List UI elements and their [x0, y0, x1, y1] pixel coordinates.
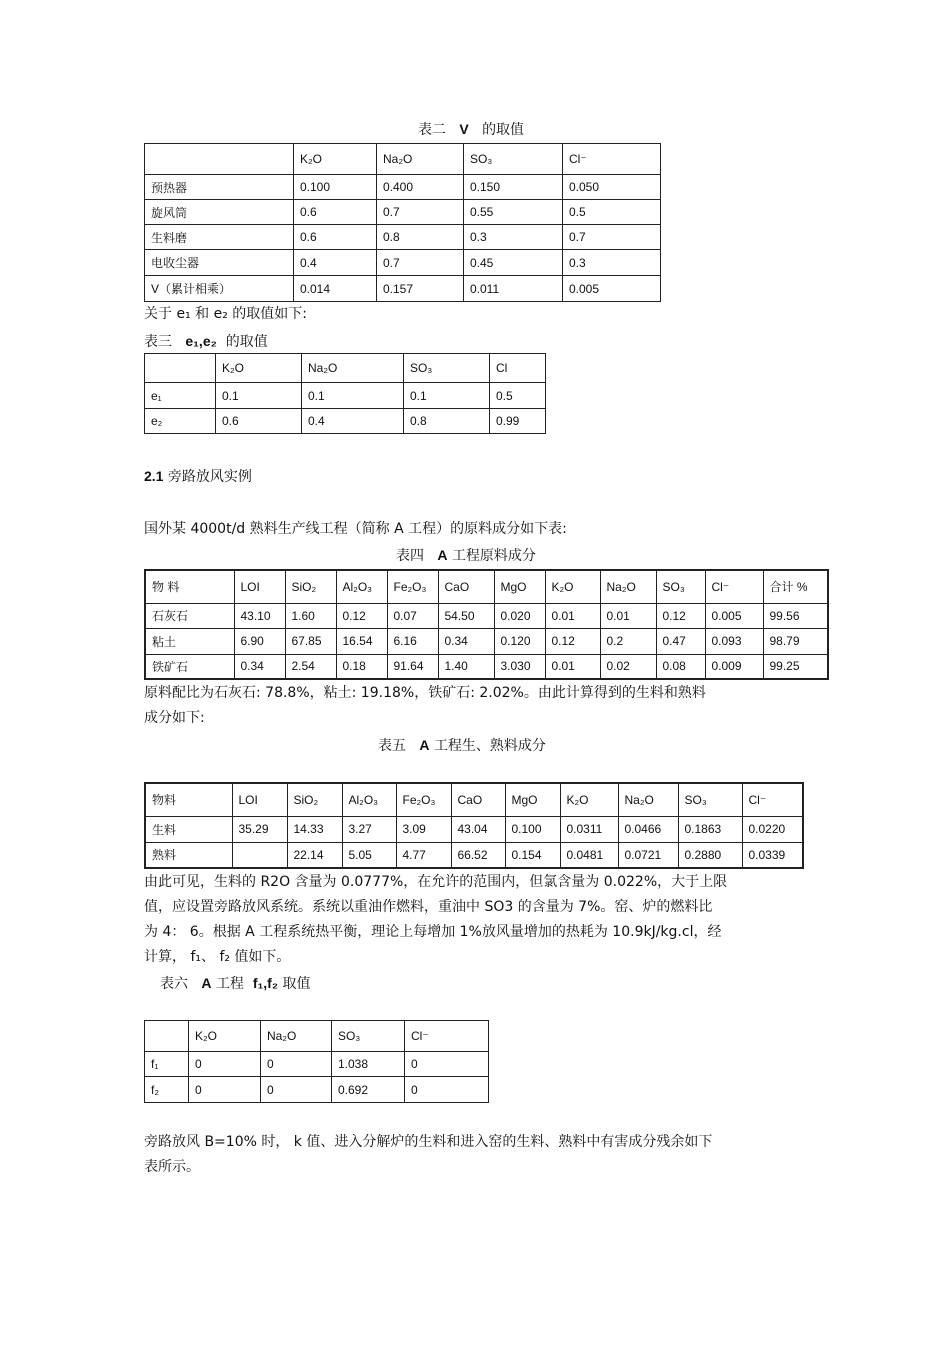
table-cell: 0.6	[294, 200, 377, 225]
table-cell: 0.005	[563, 276, 661, 302]
table-cell: 3.030	[494, 654, 545, 679]
table-row	[145, 1077, 489, 1103]
table-cell: 54.50	[438, 603, 494, 628]
table-cell: 0.0339	[742, 842, 803, 868]
table-cell: 0.47	[656, 628, 705, 654]
table-cell: 0.020	[494, 603, 545, 628]
table-cell: 0.050	[563, 175, 661, 200]
table-cell: 0.07	[387, 603, 438, 628]
table-header-cell: Na₂O	[302, 354, 404, 383]
table-cell: 0.6	[216, 409, 302, 434]
table-cell: 0.014	[294, 276, 377, 302]
table-cell: 0.01	[600, 603, 656, 628]
table-cell: 预热器	[145, 175, 294, 200]
table-header-cell: Al₂O₃	[342, 783, 396, 816]
table-header-cell: 物料	[145, 783, 232, 816]
table-cell: 0.5	[563, 200, 661, 225]
table-cell: e₁	[145, 383, 216, 409]
table4-caption: 表四 A 工程原料成分	[396, 547, 536, 564]
table-header-cell: SiO₂	[287, 783, 342, 816]
table-cell: 0.2880	[678, 842, 742, 868]
table-row	[145, 250, 661, 276]
table-cell: 0.5	[490, 383, 546, 409]
table-cell: 0.45	[464, 250, 563, 276]
table2-caption: 表二 V 的取值	[418, 121, 525, 138]
table-header-cell: Cl⁻	[742, 783, 803, 816]
table-header-cell: K₂O	[294, 144, 377, 175]
table-cell: 1.40	[438, 654, 494, 679]
table-cell: 0.011	[464, 276, 563, 302]
table-header-cell: Na₂O	[600, 570, 656, 603]
table-header-row	[145, 783, 803, 816]
table-row	[145, 842, 803, 868]
table-row	[145, 225, 661, 250]
table-header-cell	[145, 354, 216, 383]
table-cell: 0.1	[404, 383, 490, 409]
table3-caption: 表三 e₁,e₂ 的取值	[144, 333, 268, 350]
table-cell: V（累计相乘）	[145, 276, 294, 302]
table-cell: 0.8	[377, 225, 464, 250]
table-cell	[232, 842, 287, 868]
table-cell: 0.120	[494, 628, 545, 654]
table-cell: 0.12	[336, 603, 387, 628]
table-row	[145, 175, 661, 200]
table-cell: 43.10	[234, 603, 285, 628]
table-header-cell: Al₂O₃	[336, 570, 387, 603]
ratio-line-1: 原料配比为石灰石: 78.8%，粘土: 19.18%，铁矿石: 2.02%。由此计算得到的生料和熟料	[144, 685, 706, 701]
table-cell: 0.1	[302, 383, 404, 409]
table-cell: f₂	[145, 1077, 189, 1103]
analysis-line-3: 为 4： 6。根据 A 工程系统热平衡，理论上每增加 1%放风量增加的热耗为 10.9kJ/kg.cl，经	[144, 924, 722, 940]
table-row	[145, 628, 828, 654]
table-header-cell: Fe₂O₃	[396, 783, 451, 816]
table-row	[145, 200, 661, 225]
table-cell: 0.6	[294, 225, 377, 250]
table-header-cell: LOI	[234, 570, 285, 603]
table-cell: 0.18	[336, 654, 387, 679]
table-cell: e₂	[145, 409, 216, 434]
table-cell: 0.02	[600, 654, 656, 679]
table-header-cell: SO₃	[404, 354, 490, 383]
closing-line-1: 旁路放风 B=10% 时， k 值、进入分解炉的生料和进入窑的生料、熟料中有害成分残余如下	[144, 1134, 713, 1150]
table-cell: 0.150	[464, 175, 563, 200]
intro-text: 国外某 4000t/d 熟料生产线工程（简称 A 工程）的原料成分如下表:	[144, 521, 567, 537]
table-cell: 熟料	[145, 842, 232, 868]
table-cell: 2.54	[285, 654, 336, 679]
table-cell: 铁矿石	[145, 654, 234, 679]
table-header-cell: CaO	[451, 783, 505, 816]
table-header-cell: K₂O	[216, 354, 302, 383]
table-header-cell: SO₃	[656, 570, 705, 603]
table-cell: 石灰石	[145, 603, 234, 628]
table-cell: 0.100	[294, 175, 377, 200]
table-header-cell: SO₃	[332, 1021, 405, 1052]
table-cell: 0.2	[600, 628, 656, 654]
table-header-cell: K₂O	[560, 783, 618, 816]
table-cell: 0.3	[563, 250, 661, 276]
table-cell: 0.1863	[678, 816, 742, 842]
table-cell: 66.52	[451, 842, 505, 868]
ratio-line-2: 成分如下:	[144, 710, 205, 726]
table-cell: 0.157	[377, 276, 464, 302]
table-cell: 99.25	[763, 654, 828, 679]
table-header-cell: 物 料	[145, 570, 234, 603]
table-row	[145, 276, 661, 302]
table-header-row	[145, 354, 546, 383]
table-cell: 0.7	[563, 225, 661, 250]
table-cell: 5.05	[342, 842, 396, 868]
analysis-line-2: 值，应设置旁路放风系统。系统以重油作燃料，重油中 SO3 的含量为 7%。窑、炉的燃料比	[144, 899, 713, 915]
table-header-cell: SO₃	[678, 783, 742, 816]
table-header-cell: Cl⁻	[563, 144, 661, 175]
table-cell: 生料磨	[145, 225, 294, 250]
table-cell: 0.08	[656, 654, 705, 679]
table-cell: 67.85	[285, 628, 336, 654]
table-cell: 旋风筒	[145, 200, 294, 225]
table-cell: 0.0220	[742, 816, 803, 842]
table-cell: 0.0466	[618, 816, 678, 842]
analysis-line-4: 计算， f₁、 f₂ 值如下。	[144, 949, 291, 965]
table-cell: 粘土	[145, 628, 234, 654]
table-cell: 0.8	[404, 409, 490, 434]
table-header-cell: Cl	[490, 354, 546, 383]
table-header-cell: Na₂O	[261, 1021, 332, 1052]
table-cell: 22.14	[287, 842, 342, 868]
table-cell: 0	[405, 1077, 489, 1103]
table-cell: 98.79	[763, 628, 828, 654]
table-header-cell	[145, 1021, 189, 1052]
table-cell: 35.29	[232, 816, 287, 842]
table-cell: 43.04	[451, 816, 505, 842]
table-cell: 3.09	[396, 816, 451, 842]
table-header-cell: Fe₂O₃	[387, 570, 438, 603]
table-row	[145, 603, 828, 628]
table-header-cell: 合计 %	[763, 570, 828, 603]
table-cell: 0	[261, 1052, 332, 1077]
table-cell: 0.093	[705, 628, 763, 654]
table-cell: 0	[405, 1052, 489, 1077]
table-cell: 6.16	[387, 628, 438, 654]
table-header-cell: K₂O	[189, 1021, 261, 1052]
table-cell: 0	[189, 1077, 261, 1103]
table-cell: 0.400	[377, 175, 464, 200]
table-row	[145, 654, 828, 679]
table-header-row	[145, 1021, 489, 1052]
table-cell: 16.54	[336, 628, 387, 654]
note-e: 关于 e₁ 和 e₂ 的取值如下:	[144, 306, 307, 322]
table-row	[145, 383, 546, 409]
table2	[144, 143, 661, 302]
table5-caption: 表五 A 工程生、熟料成分	[378, 737, 546, 754]
table6	[144, 1020, 489, 1103]
table-cell: 0.99	[490, 409, 546, 434]
section-heading: 2.1 旁路放风实例	[144, 468, 252, 485]
table5	[144, 782, 804, 869]
table-cell: 0.7	[377, 200, 464, 225]
table-cell: 0.005	[705, 603, 763, 628]
table-row	[145, 816, 803, 842]
table-header-cell: MgO	[505, 783, 560, 816]
table-cell: 0	[261, 1077, 332, 1103]
table-cell: 0.12	[656, 603, 705, 628]
table-cell: 1.60	[285, 603, 336, 628]
table-cell: 0	[189, 1052, 261, 1077]
table-cell: 0.4	[294, 250, 377, 276]
table-cell: 14.33	[287, 816, 342, 842]
table-cell: 0.7	[377, 250, 464, 276]
table6-caption: 表六 A 工程 f₁,f₂ 取值	[160, 975, 311, 992]
analysis-line-1: 由此可见，生料的 R2O 含量为 0.0777%，在允许的范围内，但氯含量为 0.022%，大于上限	[144, 874, 728, 890]
table3	[144, 353, 546, 434]
table-cell: 0.0481	[560, 842, 618, 868]
table-cell: 0.4	[302, 409, 404, 434]
table-cell: 0.55	[464, 200, 563, 225]
table-header-cell: CaO	[438, 570, 494, 603]
table-cell: 0.009	[705, 654, 763, 679]
table-cell: 0.1	[216, 383, 302, 409]
table-cell: 6.90	[234, 628, 285, 654]
table-cell: 4.77	[396, 842, 451, 868]
table4	[144, 569, 829, 680]
table-header-cell: Na₂O	[618, 783, 678, 816]
table-cell: 0.692	[332, 1077, 405, 1103]
table-cell: 0.01	[545, 603, 600, 628]
closing-line-2: 表所示。	[144, 1159, 200, 1175]
table-header-cell: SO₃	[464, 144, 563, 175]
table-header-cell: MgO	[494, 570, 545, 603]
table-header-cell	[145, 144, 294, 175]
table-cell: f₁	[145, 1052, 189, 1077]
table-header-row	[145, 144, 661, 175]
table-header-cell: LOI	[232, 783, 287, 816]
table-row	[145, 1052, 489, 1077]
table-cell: 电收尘器	[145, 250, 294, 276]
table-cell: 0.0311	[560, 816, 618, 842]
table-cell: 3.27	[342, 816, 396, 842]
table-header-cell: Cl⁻	[705, 570, 763, 603]
table-cell: 0.3	[464, 225, 563, 250]
table-cell: 0.0721	[618, 842, 678, 868]
table-cell: 0.01	[545, 654, 600, 679]
table-cell: 0.154	[505, 842, 560, 868]
table-header-cell: K₂O	[545, 570, 600, 603]
table-cell: 生料	[145, 816, 232, 842]
table-header-cell: SiO₂	[285, 570, 336, 603]
table-header-row	[145, 570, 828, 603]
table-cell: 99.56	[763, 603, 828, 628]
table-cell: 0.12	[545, 628, 600, 654]
table-header-cell: Cl⁻	[405, 1021, 489, 1052]
table-cell: 0.34	[438, 628, 494, 654]
table-cell: 0.100	[505, 816, 560, 842]
table-cell: 1.038	[332, 1052, 405, 1077]
table-cell: 0.34	[234, 654, 285, 679]
table-header-cell: Na₂O	[377, 144, 464, 175]
table-row	[145, 409, 546, 434]
table-cell: 91.64	[387, 654, 438, 679]
